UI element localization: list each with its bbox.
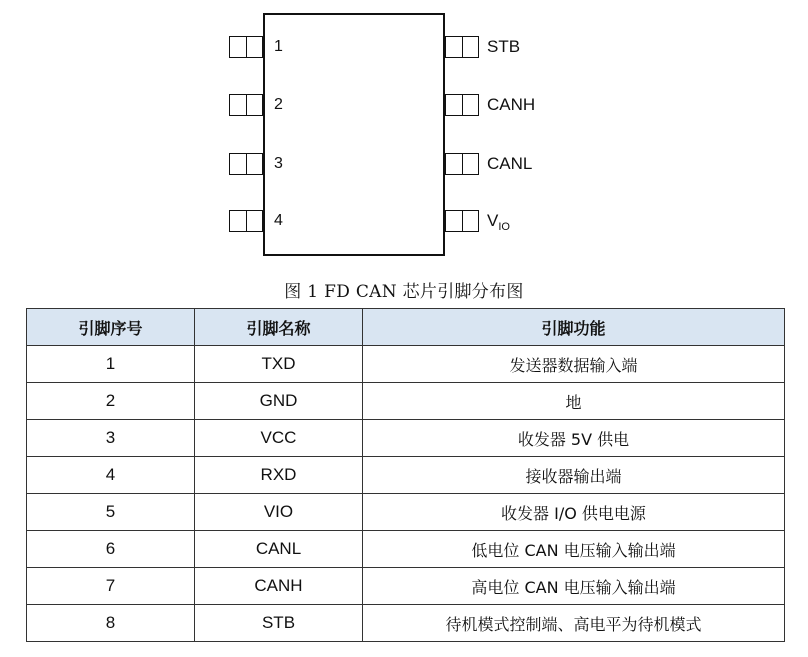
pin-number: 2 xyxy=(274,96,283,113)
cell-pin-function: 低电位 CAN 电压输入输出端 xyxy=(363,531,785,568)
cell-pin-number: 1 xyxy=(27,346,195,383)
pin-lead xyxy=(445,94,479,116)
cell-pin-number: 4 xyxy=(27,457,195,494)
pin-lead xyxy=(445,210,479,232)
cell-pin-name: RXD xyxy=(195,457,363,494)
pin-lead xyxy=(445,153,479,175)
cell-pin-name: TXD xyxy=(195,346,363,383)
table-row xyxy=(27,420,785,457)
pin-name: $V_{IO}$ xyxy=(487,211,510,233)
cell-pin-function: 接收器输出端 xyxy=(363,457,785,494)
cell-pin-name: CANH xyxy=(195,568,363,605)
pin-lead xyxy=(229,94,263,116)
cell-pin-name: VIO xyxy=(195,494,363,531)
figure-caption: 图 1 FD CAN 芯片引脚分布图 xyxy=(284,282,524,302)
pin-lead xyxy=(445,36,479,58)
header-pin-name: 引脚名称 xyxy=(195,309,363,346)
cell-pin-function: 高电位 CAN 电压输入输出端 xyxy=(363,568,785,605)
cell-pin-name: STB xyxy=(195,605,363,642)
pin-function-table xyxy=(26,308,785,642)
table-row xyxy=(27,457,785,494)
header-pin-number: 引脚序号 xyxy=(27,309,195,346)
pin-lead xyxy=(229,36,263,58)
chip-pinout-diagram xyxy=(0,0,808,275)
cell-pin-number: 2 xyxy=(27,383,195,420)
cell-pin-function: 收发器 I/O 供电电源 xyxy=(363,494,785,531)
cell-pin-number: 5 xyxy=(27,494,195,531)
pin-name: CANH xyxy=(487,95,536,114)
pin-name: CANL xyxy=(487,154,533,173)
chip-body xyxy=(263,13,445,256)
cell-pin-number: 3 xyxy=(27,420,195,457)
cell-pin-number: 7 xyxy=(27,568,195,605)
header-pin-function: 引脚功能 xyxy=(363,309,785,346)
pin-lead xyxy=(229,153,263,175)
cell-pin-name: GND xyxy=(195,383,363,420)
cell-pin-function: 待机模式控制端、高电平为待机模式 xyxy=(363,605,785,642)
table-row xyxy=(27,605,785,642)
table-row xyxy=(27,531,785,568)
cell-pin-function: 地 xyxy=(363,383,785,420)
table-row xyxy=(27,494,785,531)
cell-pin-function: 发送器数据输入端 xyxy=(363,346,785,383)
pin-number: 4 xyxy=(274,212,283,229)
pin-name: STB xyxy=(487,37,521,56)
table-row xyxy=(27,346,785,383)
cell-pin-name: VCC xyxy=(195,420,363,457)
pin-lead xyxy=(229,210,263,232)
cell-pin-number: 8 xyxy=(27,605,195,642)
pin-number: 3 xyxy=(274,155,283,172)
table-header-row xyxy=(27,309,785,346)
cell-pin-name: CANL xyxy=(195,531,363,568)
table-row xyxy=(27,568,785,605)
cell-pin-function: 收发器 5V 供电 xyxy=(363,420,785,457)
table-row xyxy=(27,383,785,420)
cell-pin-number: 6 xyxy=(27,531,195,568)
pin-number: 1 xyxy=(274,38,283,55)
